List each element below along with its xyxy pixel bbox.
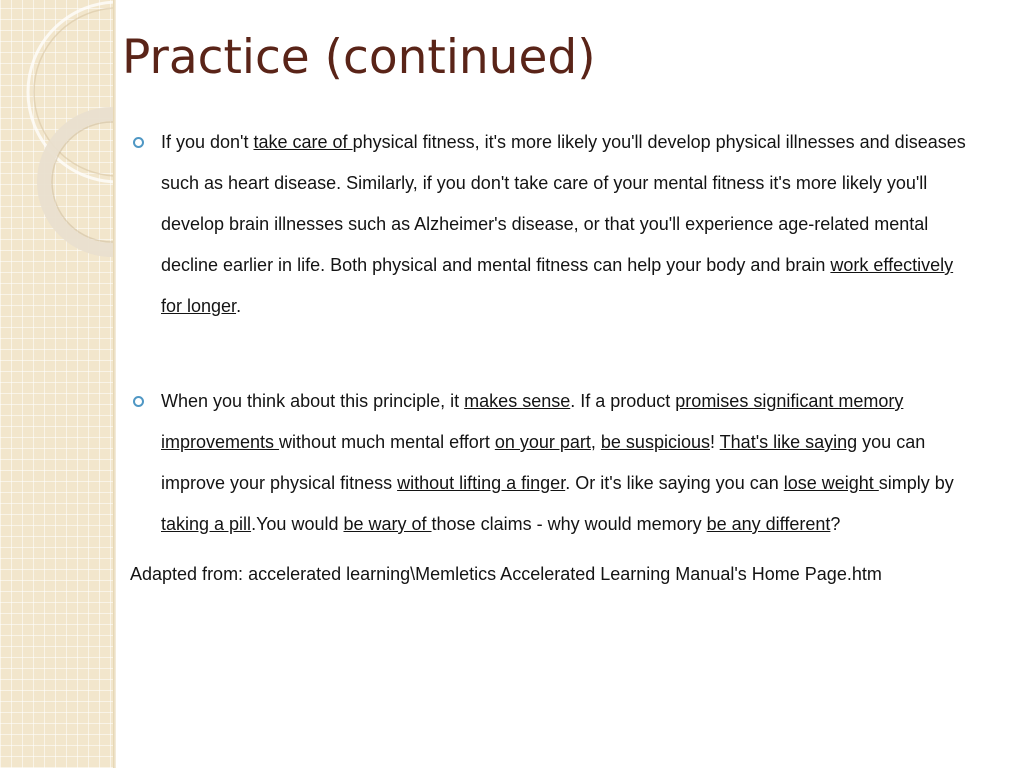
slide-title: Practice (continued) xyxy=(122,30,596,85)
underlined-phrase: makes sense xyxy=(464,391,571,411)
bullet-item-2 xyxy=(130,381,970,545)
text-segment: ? xyxy=(830,514,841,534)
underlined-phrase: promises significant memory improvements xyxy=(161,391,904,452)
underlined-phrase: lose weight xyxy=(783,473,879,493)
decorative-sidebar xyxy=(0,0,113,768)
bullet-ring-icon xyxy=(133,137,144,148)
text-segment: without much mental effort xyxy=(279,432,495,452)
text-segment: . Or it's like saying you can xyxy=(565,473,784,493)
source-citation: Adapted from: accelerated learning\Memletics Accelerated Learning Manual's Home Page.htm xyxy=(130,564,882,584)
underlined-phrase: taking a pill xyxy=(161,514,252,534)
spacer xyxy=(130,327,970,381)
bullet-text-2 xyxy=(161,391,954,534)
decorative-rings-graphic xyxy=(0,0,113,280)
bullet-text-1 xyxy=(161,132,966,316)
text-segment: If you don't xyxy=(161,132,254,152)
underlined-phrase: be any different xyxy=(706,514,831,534)
text-segment: simply by xyxy=(878,473,954,493)
bullet-ring-icon xyxy=(133,396,144,407)
text-segment: . If a product xyxy=(570,391,676,411)
text-segment: . xyxy=(236,296,242,316)
sidebar-edge xyxy=(113,0,116,768)
text-segment: ! xyxy=(709,432,720,452)
underlined-phrase: take care of xyxy=(253,132,353,152)
text-segment: you can improve your physical fitness xyxy=(161,432,926,493)
text-segment: When you think about this principle, it xyxy=(161,391,465,411)
bullet-item-1 xyxy=(130,122,970,327)
text-segment: those claims - why would memory xyxy=(431,514,707,534)
underlined-phrase: be suspicious xyxy=(600,432,710,452)
underlined-phrase: without lifting a finger xyxy=(397,473,566,493)
slide-body xyxy=(130,122,970,585)
underlined-phrase: on your part xyxy=(494,432,591,452)
text-segment: physical fitness, it's more likely you'll develop physical illnesses and diseases such as heart disease. Similarly, if you don't take care of your mental fitness it's more likely you'll develop brain illnesses such as Alzheimer's disease, or that you'll experience age-related mental decline earlier in life. Both physical and mental fitness can help your body and brain xyxy=(161,132,966,275)
underlined-phrase: be wary of xyxy=(343,514,432,534)
text-segment: .You would xyxy=(251,514,344,534)
underlined-phrase: work effectively for longer xyxy=(161,255,954,316)
text-segment: , xyxy=(590,432,601,452)
underlined-phrase: That's like saying xyxy=(719,432,858,452)
